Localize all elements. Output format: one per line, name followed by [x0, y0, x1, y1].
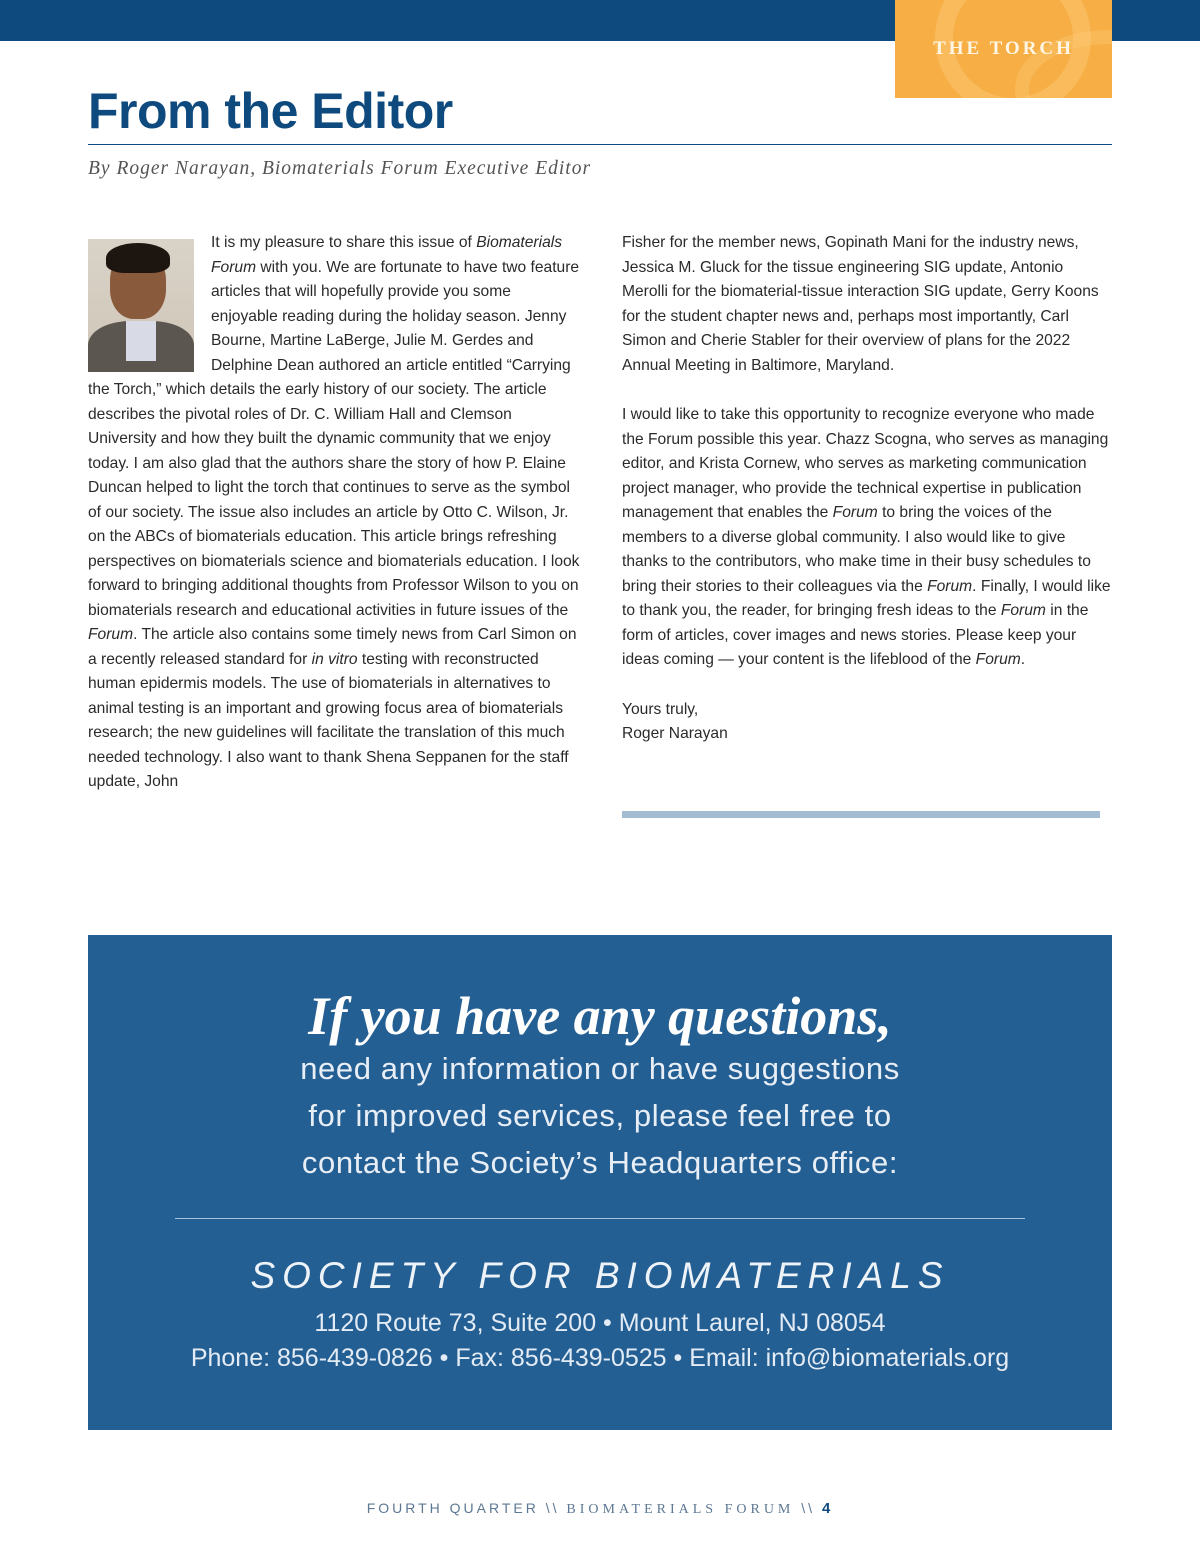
- page-title: From the Editor: [88, 83, 453, 139]
- panel-divider: [175, 1218, 1025, 1219]
- article-body-continued: [622, 231, 1112, 747]
- panel-line: contact the Society’s Headquarters office:: [301, 1145, 899, 1180]
- article-end-rule: [622, 811, 1100, 818]
- organization-name: SOCIETY FOR BIOMATERIALS: [250, 1255, 950, 1296]
- footer-issue: FOURTH QUARTER \\: [366, 1500, 560, 1516]
- paragraph-intro-continued: Fisher for the member news, Gopinath Mani for the industry news, Jessica M. Gluck for the tissue engineering SIG update, Antonio Merolli for the biomaterial-tissue interaction SIG update, Gerry Koons for the student chapter news and, perhaps most importantly, Carl Simon and Cherie Stabler for their overview of plans for the 2022 Annual Meeting in Baltimore, Maryland.: [622, 234, 1099, 374]
- section-tab-label: THE TORCH: [933, 38, 1074, 59]
- paragraph-intro: It is my pleasure to share this issue of Biomaterials Forum with you. We are fortunate to have two feature articles that will hopefully provide you some enjoyable reading during the holiday season. Jenny Bourne, Martine LaBerge, Julie M. Gerdes and Delphine Dean authored an article entitled “Carrying the Torch,” which details the early history of our society. The article describes the pivotal roles of Dr. C. William Hall and Clemson University and how they built the dynamic community that we enjoy today. I am also glad that the authors share the story of how P. Elaine Duncan helped to light the torch that continues to serve as the symbol of our society. The issue also includes an article by Otto C. Wilson, Jr. on the ABCs of biomaterials education. This article brings refreshing perspectives on biomaterials science and biomaterials education. I look forward to bringing additional thoughts from Professor Wilson to you on biomaterials research and educational activities in future issues of the Forum. The article also contains some timely news from Carl Simon on a recently released standard for in vitro testing with reconstructed human epidermis models. The use of biomaterials in alternatives to animal testing is an important and growing focus area of biomaterials research; the new guidelines will facilitate the translation of this much needed technology. I also want to thank Shena Seppanen for the staff update, John: [88, 234, 580, 790]
- paragraph-thanks: I would like to take this opportunity to recognize everyone who made the Forum possible this year. Chazz Scogna, who serves as managing editor, and Krista Cornew, who serves as marketing communication project manager, who provide the technical expertise in publication management that enables the Forum to bring the voices of the members to a diverse global community. I also would like to give thanks to the contributors, who make time in their busy schedules to bring their stories to their colleagues via the Forum. Finally, I would like to thank you, the reader, for bringing fresh ideas to the Forum in the form of articles, cover images and news stories. Please keep your ideas coming — your content is the lifeblood of the Forum.: [622, 406, 1111, 668]
- author-photo: [88, 239, 194, 372]
- panel-line: need any information or have suggestions: [300, 1051, 900, 1086]
- contact-panel: [88, 935, 1112, 1430]
- byline: By Roger Narayan, Biomaterials Forum Executive Editor: [88, 158, 592, 179]
- section-tab: [895, 0, 1112, 98]
- organization-address: 1120 Route 73, Suite 200 • Mount Laurel, NJ 08054: [314, 1309, 886, 1337]
- organization-contact: Phone: 856-439-0826 • Fax: 856-439-0525 • Email: info@biomaterials.org: [190, 1344, 1010, 1372]
- title-divider: [88, 144, 1112, 145]
- footer-separator: \\: [801, 1500, 816, 1516]
- footer-publication: BIOMATERIALS FORUM: [566, 1502, 795, 1517]
- signoff: [622, 698, 1112, 747]
- closing: Yours truly,: [622, 700, 699, 718]
- panel-heading: If you have any questions,: [308, 986, 892, 1046]
- panel-line: for improved services, please feel free to: [308, 1098, 892, 1133]
- page-number: 4: [821, 1500, 834, 1517]
- article-body: [88, 231, 580, 795]
- page-footer: [0, 1500, 1200, 1518]
- signature: Roger Narayan: [622, 725, 728, 742]
